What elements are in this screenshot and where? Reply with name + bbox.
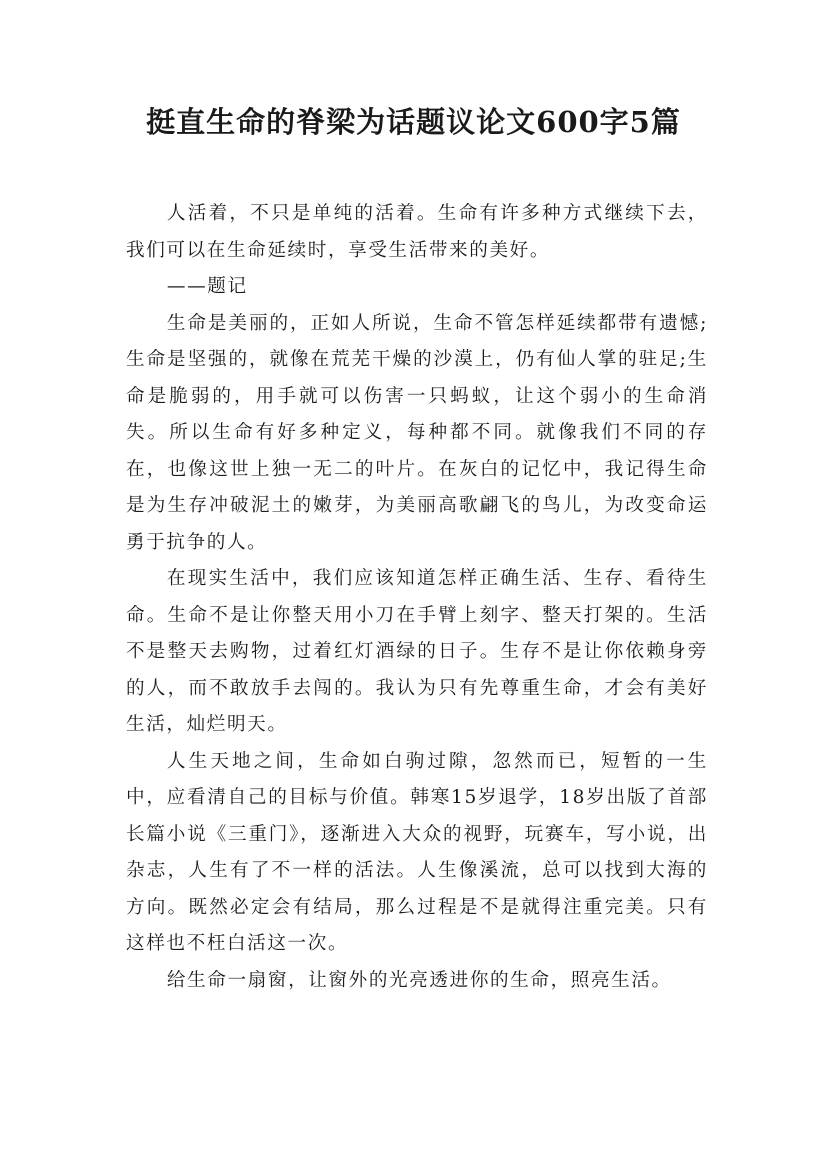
paragraph-real-life: 在现实生活中，我们应该知道怎样正确生活、生存、看待生命。生命不是让你整天用小刀在手臂上刻字、整天打架的。生活不是整天去购物，过着红灯酒绿的日子。生存不是让你依赖身旁的人，而不敢放手去闯的。我认为只有先尊重生命，才会有美好生活，灿烂明天。 (126, 568, 708, 735)
paragraph-han-han: 人生天地之间，生命如白驹过隙，忽然而已，短暂的一生中，应看清自己的目标与价值。韩寒15岁退学，18岁出版了首部长篇小说《三重门》，逐渐进入大众的视野，玩赛车，写小说，出杂志，人生有了不一样的活法。人生像溪流，总可以找到大海的方向。既然必定会有结局，那么过程是不是就得注重完美。只有这样也不枉白活这一次。 (126, 750, 708, 954)
document-body (126, 196, 708, 999)
paragraph-epigraph-note: ——题记 (166, 276, 248, 297)
paragraph-window: 给生命一扇窗，让窗外的光亮透进你的生命，照亮生活。 (166, 969, 672, 991)
document-title: 挺直生命的脊梁为话题议论文600字5篇 (146, 105, 681, 139)
paragraph-life-definitions: 生命是美丽的，正如人所说，生命不管怎样延续都带有遗憾;生命是坚强的，就像在荒芜干燥的沙漠上，仍有仙人掌的驻足;生命是脆弱的，用手就可以伤害一只蚂蚁，让这个弱小的生命消失。所以生命有好多种定义，每种都不同。就像我们不同的存在，也像这世上独一无二的叶片。在灰白的记忆中，我记得生命是为生存冲破泥土的嫩芽，为美丽高歌翩飞的鸟儿，为改变命运勇于抗争的人。 (126, 312, 708, 553)
paragraph-intro: 人活着，不只是单纯的活着。生命有许多种方式继续下去，我们可以在生命延续时，享受生活带来的美好。 (126, 203, 708, 261)
